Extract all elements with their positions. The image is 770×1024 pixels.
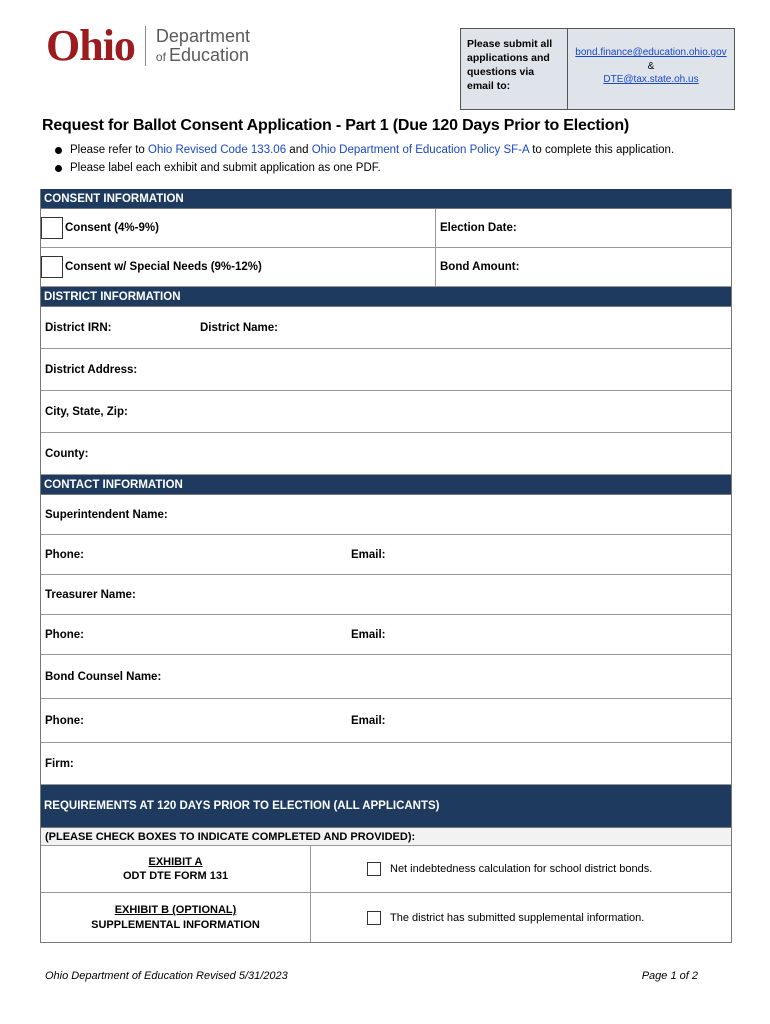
instruction-prefix: Please refer to (70, 144, 145, 156)
special-needs-option[interactable] (41, 248, 436, 286)
superintendent-row[interactable] (41, 495, 731, 535)
phone-label: Phone: (45, 628, 84, 641)
exhibit-b-checkbox[interactable] (367, 911, 381, 925)
district-address-label: District Address: (45, 363, 138, 376)
bond-amount-field[interactable] (436, 248, 731, 286)
exhibit-b-row (41, 893, 731, 943)
exhibit-a-checkbox[interactable] (367, 862, 381, 876)
district-irn-field[interactable] (41, 307, 196, 348)
election-date-label: Election Date: (440, 222, 517, 234)
bond-counsel-row[interactable] (41, 655, 731, 699)
submit-label: Please submit all applications and questions via email to: (461, 29, 568, 109)
instruction-item (55, 142, 674, 160)
bond-amount-label: Bond Amount: (440, 261, 520, 273)
consent-section-header: CONSENT INFORMATION (41, 189, 731, 209)
district-name-label: District Name: (200, 321, 278, 334)
email-label: Email: (351, 714, 386, 727)
logo-ohio-word: Ohio (46, 21, 135, 70)
exhibit-a-subtitle: ODT DTE FORM 131 (122, 870, 229, 882)
bond-counsel-email-field[interactable] (347, 699, 731, 742)
requirements-subheader (41, 828, 731, 846)
logo-of: of (155, 50, 166, 64)
instruction-text-2: Please label each exhibit and submit application as one PDF. (70, 161, 381, 174)
footer-page-number: Page 1 of 2 (641, 970, 698, 982)
exhibit-b-subtitle: SUPPLEMENTAL INFORMATION (91, 918, 260, 931)
bullet-icon (55, 165, 62, 172)
consent-row (41, 209, 731, 248)
phone-label: Phone: (45, 714, 84, 727)
bullet-icon (55, 147, 62, 154)
special-needs-row (41, 248, 731, 287)
superintendent-phone-field[interactable] (41, 535, 347, 574)
superintendent-label: Superintendent Name: (45, 508, 168, 521)
city-state-zip-label: City, State, Zip: (45, 405, 128, 418)
superintendent-email-field[interactable] (347, 535, 731, 574)
logo-dept-line1: Department (155, 26, 250, 47)
logo-department (156, 27, 250, 65)
ohio-education-logo (46, 22, 250, 70)
phone-label: Phone: (45, 548, 84, 561)
email-label: Email: (351, 548, 386, 561)
exhibit-a-text: Net indebtedness calculation for school district bonds. (390, 863, 653, 875)
instruction-suffix: to complete this application. (532, 144, 675, 156)
submit-emails (568, 29, 734, 109)
email-link-finance[interactable]: bond.finance@education.ohio.gov (575, 47, 727, 58)
instruction-and: and (289, 144, 309, 156)
city-state-zip-row[interactable] (41, 391, 731, 433)
exhibit-b-check-cell[interactable] (311, 893, 731, 942)
orc-link[interactable]: Ohio Revised Code 133.06 (148, 144, 287, 156)
treasurer-email-field[interactable] (347, 615, 731, 654)
footer-left: Ohio Department of Education Revised 5/31/2023 (45, 970, 288, 982)
bond-counsel-contact-row (41, 699, 731, 743)
contact-section-header: CONTACT INFORMATION (41, 475, 731, 495)
exhibit-b-text: The district has submitted supplemental information. (390, 911, 645, 924)
exhibit-a-title-cell (41, 846, 311, 892)
logo-divider (145, 26, 146, 66)
district-section-header: DISTRICT INFORMATION (41, 287, 731, 307)
application-form (40, 189, 732, 943)
instruction-text (70, 142, 674, 160)
email-ampersand: & (647, 60, 655, 72)
consent-option[interactable] (41, 209, 436, 247)
submit-info-box (460, 28, 735, 110)
bond-counsel-phone-field[interactable] (41, 699, 347, 742)
district-irn-row (41, 307, 731, 349)
election-date-field[interactable] (436, 209, 731, 247)
instructions-list (55, 142, 674, 177)
exhibit-a-row (41, 846, 731, 893)
email-link-dte[interactable]: DTE@tax.state.oh.us (603, 74, 699, 85)
email-label: Email: (351, 628, 386, 641)
superintendent-contact-row (41, 535, 731, 575)
instruction-item (55, 160, 674, 178)
policy-link[interactable]: Ohio Department of Education Policy SF-A (311, 144, 530, 156)
district-irn-label: District IRN: (45, 321, 112, 334)
firm-row[interactable] (41, 743, 731, 785)
firm-label: Firm: (45, 757, 74, 770)
exhibit-a-title: EXHIBIT A (148, 855, 203, 868)
treasurer-contact-row (41, 615, 731, 655)
county-row[interactable] (41, 433, 731, 475)
county-label: County: (45, 447, 89, 460)
district-address-row[interactable] (41, 349, 731, 391)
exhibit-b-title-cell (41, 893, 311, 942)
bond-counsel-label: Bond Counsel Name: (45, 670, 162, 683)
requirements-subheader-text: (PLEASE CHECK BOXES TO INDICATE COMPLETED AND PROVIDED): (45, 830, 416, 843)
special-needs-checkbox[interactable] (41, 256, 63, 278)
logo-dept-line2 (156, 46, 250, 65)
special-needs-label: Consent w/ Special Needs (9%-12%) (65, 261, 262, 273)
exhibit-a-check-cell[interactable] (311, 846, 731, 892)
exhibit-b-title: EXHIBIT B (OPTIONAL) (114, 904, 237, 917)
logo-education: Education (168, 45, 249, 65)
treasurer-label: Treasurer Name: (45, 588, 136, 601)
district-name-field[interactable] (196, 307, 731, 348)
treasurer-phone-field[interactable] (41, 615, 347, 654)
consent-checkbox[interactable] (41, 217, 63, 239)
treasurer-row[interactable] (41, 575, 731, 615)
page-title: Request for Ballot Consent Application - Part 1 (Due 120 Days Prior to Election) (42, 117, 630, 134)
requirements-section-header: REQUIREMENTS AT 120 DAYS PRIOR TO ELECTION (ALL APPLICANTS) (41, 785, 731, 828)
consent-label: Consent (4%-9%) (65, 222, 159, 234)
